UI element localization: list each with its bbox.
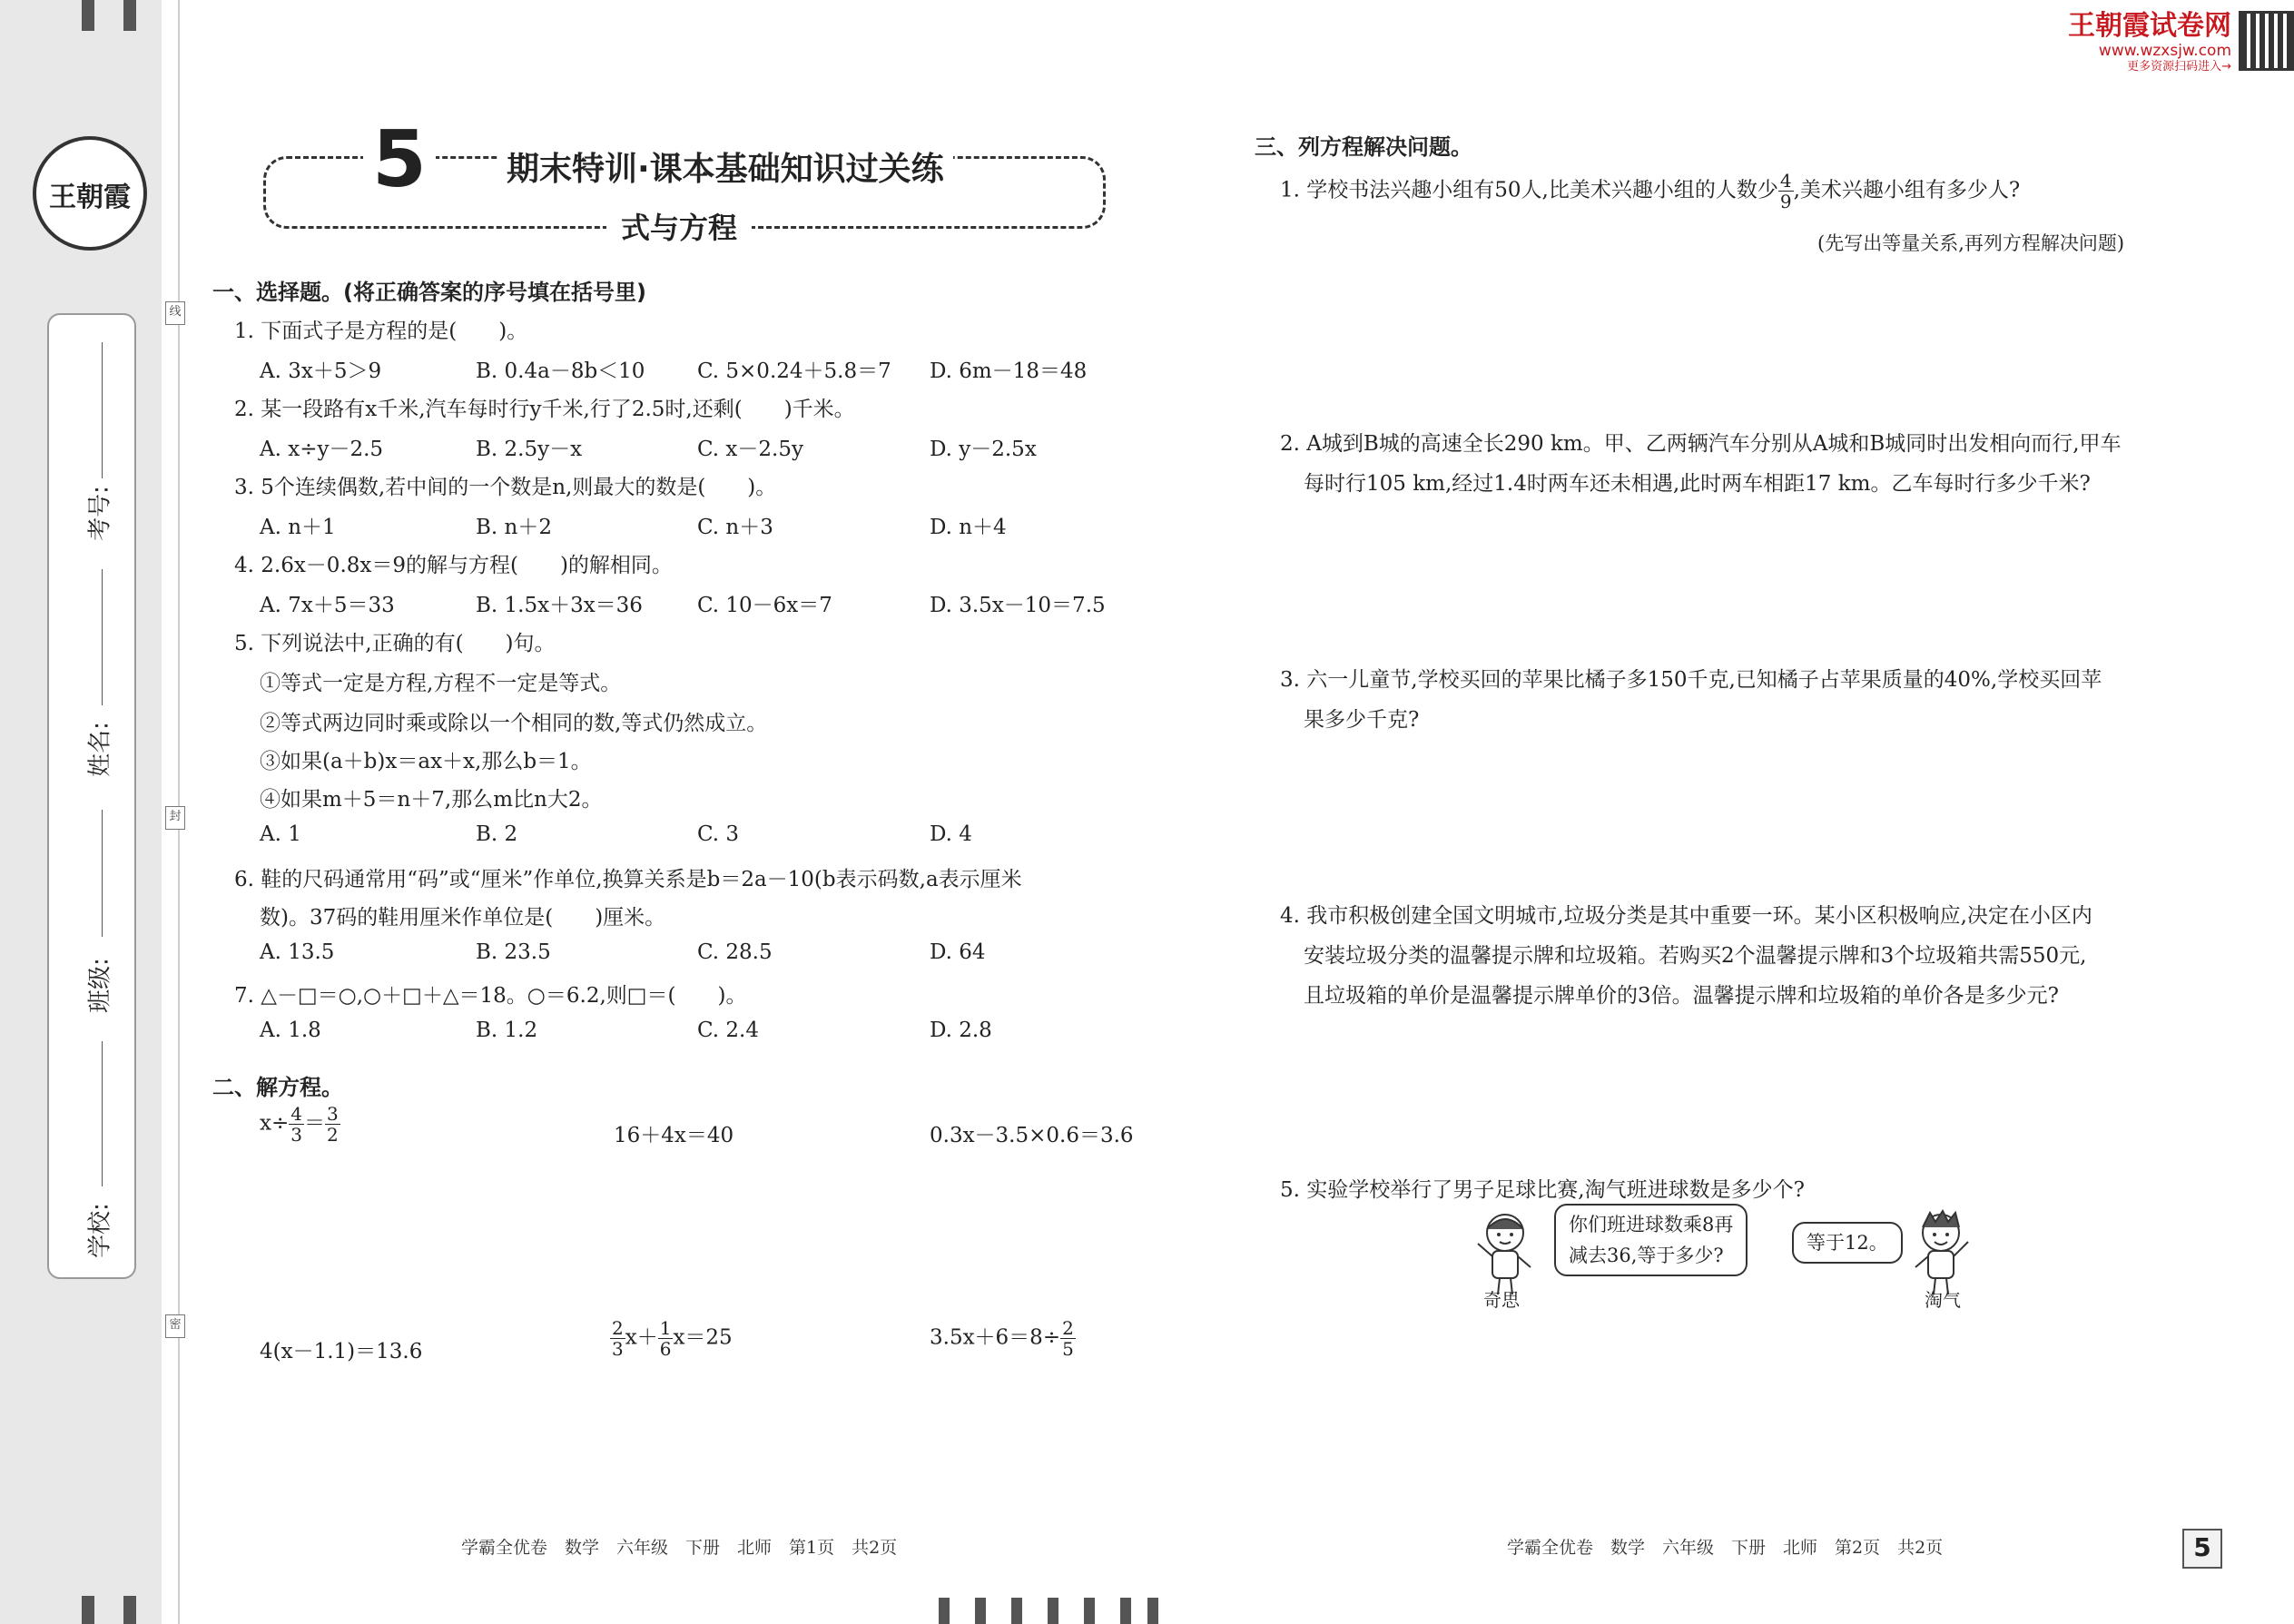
eq1-f2-num: 3 xyxy=(326,1103,339,1125)
brand-more: 更多资源扫码进入→ xyxy=(2127,60,2231,74)
registration-mark xyxy=(1084,1598,1095,1624)
registration-mark xyxy=(123,0,136,31)
class-label: 班级: xyxy=(86,958,114,1013)
eq5-a: x＋ xyxy=(625,1325,658,1350)
eq1-f2-den: 2 xyxy=(326,1124,339,1146)
eq1-f1-num: 4 xyxy=(290,1103,302,1125)
registration-mark xyxy=(975,1598,986,1624)
q2-stem: 2. 某一段路有x千米,汽车每时行y千米,行了2.5时,还剩( )千米。 xyxy=(234,398,855,421)
name-label: 姓名: xyxy=(86,722,114,777)
q5-option-a: A. 1 xyxy=(260,822,301,846)
cut-mark-secret: 密 xyxy=(165,1314,185,1338)
eq5-b: x＝25 xyxy=(673,1325,733,1350)
speech-bubble-taoqi: 等于12。 xyxy=(1792,1222,1903,1264)
school-line[interactable] xyxy=(102,1041,103,1186)
eq6-f-num: 2 xyxy=(1062,1317,1074,1339)
q5-statement-3: ③如果(a＋b)x＝ax＋x,那么b＝1。 xyxy=(260,750,592,773)
q2-option-b: B. 2.5y－x xyxy=(476,438,583,461)
eq1-f1-den: 3 xyxy=(290,1124,302,1146)
q3-option-c: C. n＋3 xyxy=(697,516,773,539)
q6-option-b: B. 23.5 xyxy=(476,940,551,964)
brand-header xyxy=(2013,11,2231,74)
q2-option-d: D. y－2.5x xyxy=(930,438,1037,461)
q3-stem: 3. 5个连续偶数,若中间的一个数是n,则最大的数是( )。 xyxy=(234,476,777,499)
q5-statement-4: ④如果m＋5＝n＋7,那么m比n大2。 xyxy=(260,788,603,812)
brand-url[interactable]: www.wzxsjw.com xyxy=(2098,42,2231,60)
q1-stem: 1. 下面式子是方程的是( )。 xyxy=(234,320,528,343)
registration-mark xyxy=(1120,1598,1131,1624)
word-problem-2-line2: 每时行105 km,经过1.4时两车还未相遇,此时两车相距17 km。乙车每时行多少千米? xyxy=(1304,472,2091,496)
eq5-f2-den: 6 xyxy=(659,1338,672,1360)
footer-right: 学霸全优卷 数学 六年级 下册 北师 第2页 共2页 xyxy=(1507,1538,1944,1558)
word-problem-5: 5. 实验学校举行了男子足球比赛,淘气班进球数是多少个? xyxy=(1280,1178,1805,1202)
equation-6 xyxy=(930,1318,1076,1359)
q5-option-c: C. 3 xyxy=(697,822,740,846)
equation-5 xyxy=(610,1318,733,1359)
kid-taoqi-name: 淘气 xyxy=(1925,1289,1961,1311)
wp1-f-num: 4 xyxy=(1779,170,1792,192)
equation-3: 0.3x－3.5×0.6＝3.6 xyxy=(930,1124,1134,1147)
q4-option-c: C. 10－6x＝7 xyxy=(697,594,832,617)
brand-name: 王朝霞试卷网 xyxy=(2068,10,2231,42)
equation-4: 4(x－1.1)＝13.6 xyxy=(260,1340,423,1363)
exam-no-line[interactable] xyxy=(102,342,103,478)
wp1-fraction xyxy=(1778,171,1794,212)
class-line[interactable] xyxy=(102,810,103,937)
q7-option-d: D. 2.8 xyxy=(930,1019,992,1042)
q4-option-b: B. 1.5x＋3x＝36 xyxy=(476,594,643,617)
registration-mark xyxy=(82,0,94,31)
section3-heading: 三、列方程解决问题。 xyxy=(1255,134,1472,160)
wp1-post: ,美术兴趣小组有多少人? xyxy=(1793,178,2021,202)
q1-option-d: D. 6m－18＝48 xyxy=(930,359,1088,383)
registration-mark xyxy=(1147,1598,1158,1624)
speech-bubble-qisi xyxy=(1554,1204,1748,1276)
q6-stem-cont: 数)。37码的鞋用厘米作单位是( )厘米。 xyxy=(260,906,666,930)
qr-code-icon[interactable] xyxy=(2239,11,2294,71)
q5-option-b: B. 2 xyxy=(476,822,518,846)
eq5-f2-num: 1 xyxy=(659,1317,672,1339)
equation-1 xyxy=(260,1104,340,1145)
eq6-f-den: 5 xyxy=(1062,1338,1074,1360)
eq1-pre: x÷ xyxy=(260,1111,290,1136)
q1-option-a: A. 3x＋5＞9 xyxy=(260,359,382,383)
wp1-pre: 1. 学校书法兴趣小组有50人,比美术兴趣小组的人数少 xyxy=(1280,178,1778,202)
q6-stem: 6. 鞋的尺码通常用“码”或“厘米”作单位,换算关系是b＝2a－10(b表示码数,a表示厘米 xyxy=(234,868,1022,891)
word-problem-2-line1: 2. A城到B城的高速全长290 km。甲、乙两辆汽车分别从A城和B城同时出发相向而行,甲车 xyxy=(1280,432,2122,456)
word-problem-4-line2: 安装垃圾分类的温馨提示牌和垃圾箱。若购买2个温馨提示牌和3个垃圾箱共需550元, xyxy=(1304,944,2087,968)
q7-option-b: B. 1.2 xyxy=(476,1019,538,1042)
kid-qisi-name: 奇思 xyxy=(1483,1289,1520,1311)
section1-heading: 一、选择题。(将正确答案的序号填在括号里) xyxy=(212,280,646,305)
wp1-f-den: 9 xyxy=(1779,191,1792,212)
registration-mark xyxy=(939,1598,950,1624)
name-line[interactable] xyxy=(102,569,103,705)
word-problem-4-line1: 4. 我市积极创建全国文明城市,垃圾分类是其中重要一环。某小区积极响应,决定在小区内 xyxy=(1280,904,2092,928)
q6-option-a: A. 13.5 xyxy=(260,940,335,964)
bubble-qisi-line1: 你们班进球数乘8再 xyxy=(1569,1214,1734,1235)
q5-statement-1: ①等式一定是方程,方程不一定是等式。 xyxy=(260,672,622,695)
cut-mark-line: 线 xyxy=(165,301,185,325)
q7-option-a: A. 1.8 xyxy=(260,1019,321,1042)
q5-stem: 5. 下列说法中,正确的有( )句。 xyxy=(234,632,556,655)
page-subtitle: 式与方程 xyxy=(606,205,752,247)
cut-mark-seal: 封 xyxy=(165,806,185,830)
q7-stem: 7. △－□＝○,○＋□＋△＝18。○＝6.2,则□＝( )。 xyxy=(234,984,747,1008)
eq6-fraction xyxy=(1060,1318,1076,1359)
registration-mark xyxy=(1048,1598,1058,1624)
eq1-fraction-1 xyxy=(289,1104,304,1145)
student-info-panel xyxy=(47,313,136,1279)
q4-stem: 4. 2.6x－0.8x＝9的解与方程( )的解相同。 xyxy=(234,554,673,577)
q3-option-d: D. n＋4 xyxy=(930,516,1007,539)
kid-qisi-illustration xyxy=(1471,1207,1538,1298)
page-number: 5 xyxy=(2182,1529,2222,1569)
q1-option-c: C. 5×0.24＋5.8＝7 xyxy=(697,359,891,383)
footer-left: 学霸全优卷 数学 六年级 下册 北师 第1页 共2页 xyxy=(461,1538,898,1558)
eq5-fraction-2 xyxy=(658,1318,674,1359)
eq6-pre: 3.5x＋6＝8÷ xyxy=(930,1325,1061,1350)
q2-option-a: A. x÷y－2.5 xyxy=(260,438,384,461)
registration-mark xyxy=(1011,1598,1022,1624)
brand-logo xyxy=(33,136,147,251)
q3-option-b: B. n＋2 xyxy=(476,516,552,539)
q5-option-d: D. 4 xyxy=(930,822,972,846)
unit-number: 5 xyxy=(363,116,436,203)
eq5-fraction-1 xyxy=(610,1318,625,1359)
word-problem-3-line1: 3. 六一儿童节,学校买回的苹果比橘子多150千克,已知橘子占苹果质量的40%,学校买回苹 xyxy=(1280,668,2102,692)
eq1-eq: ＝ xyxy=(303,1111,325,1136)
eq1-fraction-2 xyxy=(325,1104,340,1145)
school-label: 学校: xyxy=(86,1203,114,1258)
q5-statement-2: ②等式两边同时乘或除以一个相同的数,等式仍然成立。 xyxy=(260,712,768,735)
word-problem-3-line2: 果多少千克? xyxy=(1304,708,1420,732)
section2-heading: 二、解方程。 xyxy=(212,1075,343,1100)
eq5-f1-den: 3 xyxy=(612,1338,624,1360)
eq5-f1-num: 2 xyxy=(612,1317,624,1339)
q2-option-c: C. x－2.5y xyxy=(697,438,803,461)
q3-option-a: A. n＋1 xyxy=(260,516,336,539)
q1-option-b: B. 0.4a－8b＜10 xyxy=(476,359,645,383)
word-problem-1 xyxy=(1280,171,2020,212)
word-problem-4-line3: 且垃圾箱的单价是温馨提示牌单价的3倍。温馨提示牌和垃圾箱的单价各是多少元? xyxy=(1304,984,2059,1008)
q7-option-c: C. 2.4 xyxy=(697,1019,759,1042)
q6-option-c: C. 28.5 xyxy=(697,940,773,964)
kid-taoqi-illustration xyxy=(1908,1207,1975,1298)
q4-option-d: D. 3.5x－10＝7.5 xyxy=(930,594,1106,617)
equation-2: 16＋4x＝40 xyxy=(614,1124,734,1147)
page-title: 期末特训·课本基础知识过关练 xyxy=(497,143,953,190)
bubble-qisi-line2: 减去36,等于多少? xyxy=(1569,1245,1724,1266)
exam-no-label: 考号: xyxy=(86,486,114,541)
q6-option-d: D. 64 xyxy=(930,940,986,964)
logo-text: 王朝霞 xyxy=(49,182,131,213)
q4-option-a: A. 7x＋5＝33 xyxy=(260,594,395,617)
registration-mark xyxy=(123,1596,136,1624)
registration-mark xyxy=(82,1596,94,1624)
word-problem-1-note: (先写出等量关系,再列方程解决问题) xyxy=(1817,232,2125,254)
